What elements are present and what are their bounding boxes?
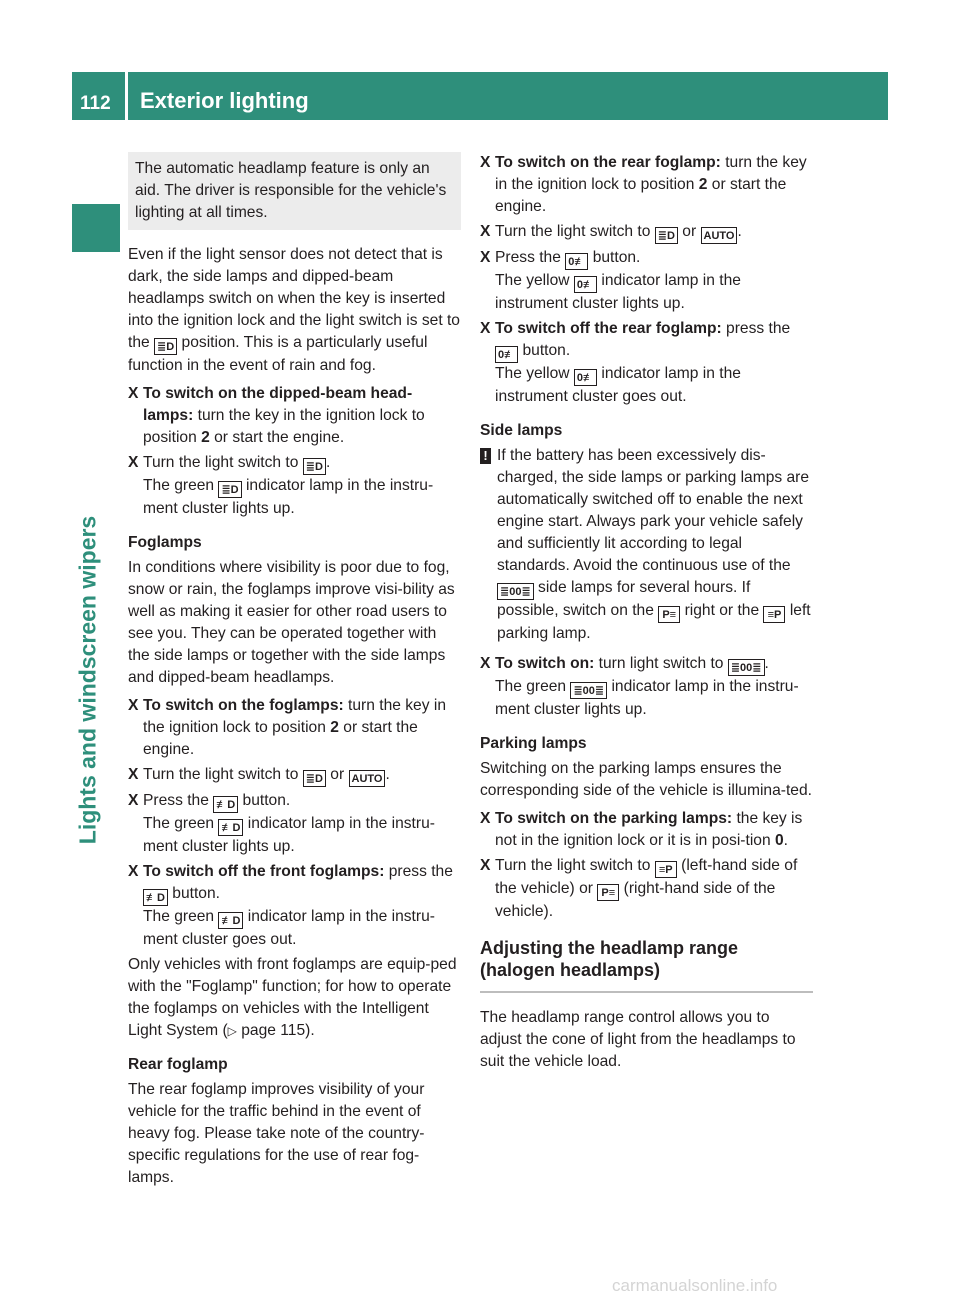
step-item: X Turn the light switch to ≣D or AUTO . (128, 766, 390, 785)
step-item: X To switch on the foglamps: turn the key in the ignition lock to position 2 or start the engine. (128, 697, 446, 758)
section-heading-foglamps: Foglamps (128, 534, 202, 551)
section-heading-headlamp-range: Adjusting the headlamp range (halogen headlamps) (480, 938, 739, 980)
step-item: X To switch off the front foglamps: press the ≢D button. The green ≢D indicator lamp in the instru-ment cluster goes out. (128, 863, 453, 948)
warning-note: ! If the battery has been excessively dis-charged, the side lamps or parking lamps are automatically switched off to enable the next engine start. Always park your vehicle safely and sufficiently lit according to legal standards. Avoid the continuous use of the ≣00≣ side lamps for several hours. If possible, switch on the P≡ right or the ≡P left parking lamp. (480, 445, 813, 645)
left-parking-lamp-icon: ≡P (655, 861, 677, 878)
lowbeam-icon: ≣D (218, 481, 241, 498)
section-heading-side-lamps: Side lamps (480, 422, 563, 439)
chapter-title: Exterior lighting (140, 88, 309, 113)
rear-foglamp-icon: 0≢ (574, 276, 597, 293)
step-item: X To switch off the rear foglamp: press the 0≢ button. The yellow 0≢ indicator lamp in the instrument cluster goes out. (480, 320, 791, 405)
section-heading-rear-foglamp: Rear foglamp (128, 1056, 228, 1073)
rear-foglamp-icon: 0≢ (495, 346, 518, 363)
right-parking-lamp-icon: P≡ (597, 884, 619, 901)
step-marker-icon: X (128, 385, 139, 402)
step-item: X Press the 0≢ button. The yellow 0≢ indicator lamp in the instrument cluster lights up. (480, 249, 741, 312)
step-marker-icon: X (480, 154, 491, 171)
right-column (480, 152, 813, 1079)
foglamp-function-paragraph: Only vehicles with front foglamps are equip-ped with the "Foglamp" function; for how to operate the foglamps on vehicles with the Intelligent Light System (▷ page 115). (128, 956, 457, 1039)
section-heading-parking-lamps: Parking lamps (480, 735, 587, 752)
rear-foglamp-icon: 0≢ (565, 253, 588, 270)
lowbeam-icon: ≣D (303, 770, 326, 787)
headlamp-range-paragraph: The headlamp range control allows you to adjust the cone of light from the headlamps to suit the vehicle load. (480, 1009, 796, 1070)
page-number: 112 (80, 93, 111, 114)
auto-icon: AUTO (701, 227, 738, 244)
foglamps-paragraph: In conditions where visibility is poor due to fog, snow or rain, the foglamps improve visi-bility as well as making it easier for other road users to see you. They can be operated together with the side lamps or together with the side lamps and dipped-beam headlamps. (128, 559, 455, 686)
step-item: X Turn the light switch to ≣D . The green ≣D indicator lamp in the instru-ment cluster lights up. (128, 454, 434, 517)
front-foglamp-icon: ≢D (218, 819, 243, 836)
step-marker-icon: X (128, 863, 139, 880)
parking-lamps-paragraph: Switching on the parking lamps ensures the corresponding side of the vehicle is illumina-ted. (480, 760, 812, 799)
watermark: carmanualsonline.info (612, 1276, 778, 1295)
left-column (128, 152, 461, 1195)
heading-divider (480, 991, 813, 993)
rear-foglamp-icon: 0≢ (574, 369, 597, 386)
front-foglamp-icon: ≢D (143, 889, 168, 906)
step-item: X Turn the light switch to ≣D or AUTO . (480, 223, 742, 242)
step-item: X Turn the light switch to ≡P (left-hand side of the vehicle) or P≡ (right-hand side of the vehicle). (480, 857, 798, 920)
step-marker-icon: X (480, 223, 491, 240)
lowbeam-icon: ≣D (154, 338, 177, 355)
step-item: X To switch on the parking lamps: the key is not in the ignition lock or it is in posi-tion 0. (480, 810, 803, 849)
step-item: X To switch on: turn light switch to ≣00≣ . The green ≣00≣ indicator lamp in the instru-ment cluster lights up. (480, 655, 799, 718)
side-lamps-icon: ≣00≣ (497, 583, 534, 600)
front-foglamp-icon: ≢D (218, 912, 243, 929)
step-marker-icon: X (128, 454, 139, 471)
header-divider (125, 72, 128, 120)
step-marker-icon: X (128, 792, 139, 809)
lowbeam-icon: ≣D (655, 227, 678, 244)
left-parking-lamp-icon: ≡P (763, 606, 785, 623)
step-marker-icon: X (128, 697, 139, 714)
auto-icon: AUTO (349, 770, 386, 787)
step-item: X To switch on the rear foglamp: turn the key in the ignition lock to position 2 or start the engine. (480, 154, 807, 215)
side-lamps-icon: ≣00≣ (728, 659, 765, 676)
step-marker-icon: X (128, 766, 139, 783)
step-marker-icon: X (480, 249, 491, 266)
rear-foglamp-paragraph: The rear foglamp improves visibility of your vehicle for the traffic behind in the event of heavy fog. Please take note of the country-specific regulations for the use of rear fog-lamps. (128, 1081, 425, 1186)
lowbeam-icon: ≣D (303, 458, 326, 475)
page-reference-link[interactable]: page 115). (241, 1022, 315, 1039)
side-chapter-label: Lights and windscreen wipers (74, 515, 101, 845)
page-reference-icon: ▷ (227, 1024, 237, 1038)
info-note: The automatic headlamp feature is only an aid. The driver is responsible for the vehicle's lighting at all times. (128, 152, 461, 230)
front-foglamp-icon: ≢D (213, 796, 238, 813)
side-tab-marker (72, 204, 120, 252)
step-marker-icon: X (480, 857, 491, 874)
step-marker-icon: X (480, 320, 491, 337)
step-marker-icon: X (480, 810, 491, 827)
light-sensor-paragraph: Even if the light sensor does not detect that is dark, the side lamps and dipped-beam headlamps switch on when the key is inserted into the ignition lock and the light switch is set to the ≣D position. This is a particularly useful function in the event of rain and fog. (128, 246, 460, 374)
right-parking-lamp-icon: P≡ (658, 606, 680, 623)
step-marker-icon: X (480, 655, 491, 672)
step-item: X Press the ≢D button. The green ≢D indicator lamp in the instru-ment cluster lights up. (128, 792, 435, 855)
warning-icon: ! (480, 448, 491, 464)
side-lamps-icon: ≣00≣ (570, 682, 607, 699)
step-item: X To switch on the dipped-beam head-lamps: turn the key in the ignition lock to position 2 or start the engine. (128, 385, 425, 446)
